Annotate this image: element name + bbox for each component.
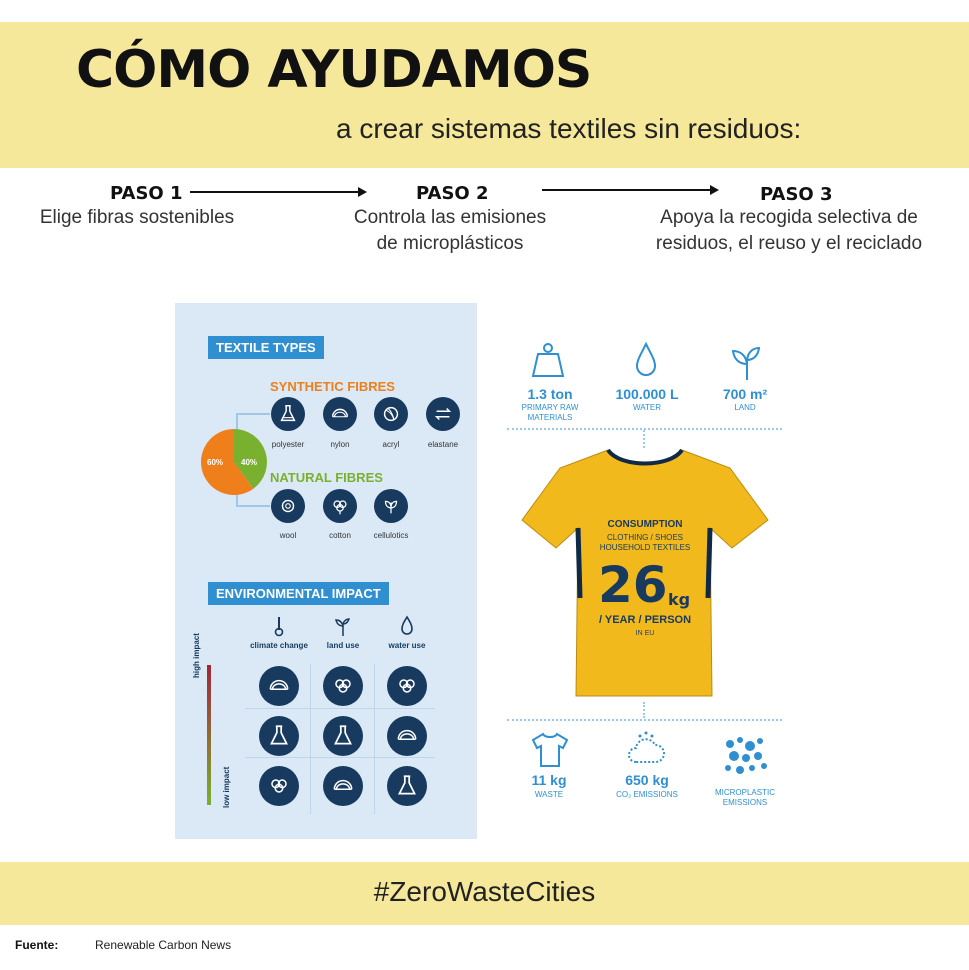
- step-3-label: PASO 3: [760, 184, 833, 205]
- flask-icon: [271, 397, 305, 431]
- yarn-icon: [374, 397, 408, 431]
- stat-raw-materials-label: MATERIALS: [527, 413, 573, 422]
- dotted-divider: [507, 719, 782, 721]
- coil-icon: [259, 666, 299, 706]
- leaves-icon: [374, 489, 408, 523]
- cotton-icon: [259, 766, 299, 806]
- source-label: Fuente:: [15, 938, 59, 952]
- coil-icon: [323, 766, 363, 806]
- cotton-icon: [387, 666, 427, 706]
- consumption-number: 26: [598, 556, 668, 614]
- stretch-arrows-icon: [426, 397, 460, 431]
- consumption-region: IN EU: [635, 630, 655, 637]
- fibre-label: elastane: [427, 440, 459, 449]
- page-title: CÓMO AYUDAMOS: [76, 40, 592, 100]
- sprout-icon: [727, 340, 767, 382]
- cotton-icon: [323, 666, 363, 706]
- step-3-text-line1: Apoya la recogida selectiva de: [660, 207, 918, 228]
- low-impact-label: low impact: [222, 766, 231, 808]
- sprout-icon: [332, 614, 354, 638]
- stat-microplastic-label: MICROPLASTIC: [714, 788, 775, 797]
- stat-co2: 650 kg: [625, 772, 669, 788]
- page-subtitle: a crear sistemas textiles sin residuos:: [336, 113, 802, 144]
- stat-raw-materials: 1.3 ton: [527, 386, 573, 402]
- step-2-label: PASO 2: [416, 183, 489, 204]
- dotted-connector: [643, 430, 645, 448]
- stat-waste: 11 kg: [531, 772, 567, 788]
- impact-gradient-bar: [207, 665, 211, 805]
- consumption-unit: kg: [668, 590, 691, 609]
- connector-line: [236, 413, 270, 415]
- weight-icon: [530, 340, 566, 382]
- step-2-text-line1: Controla las emisiones: [353, 207, 547, 228]
- fibre-label: wool: [279, 531, 297, 540]
- cloud-icon: [626, 728, 666, 770]
- flask-icon: [259, 716, 299, 756]
- thermometer-icon: [270, 614, 288, 638]
- fibre-label: nylon: [330, 440, 350, 449]
- arrow-2: [542, 189, 710, 191]
- water-drop-icon: [398, 614, 416, 638]
- high-impact-label: high impact: [192, 633, 201, 678]
- flask-icon: [387, 766, 427, 806]
- dotted-connector: [643, 702, 645, 718]
- arrow-1: [190, 191, 358, 193]
- fibre-label: cotton: [329, 531, 351, 540]
- consumption-heading: CONSUMPTION: [607, 519, 683, 530]
- fibre-label: cellulotics: [373, 531, 409, 540]
- water-drop-icon: [632, 340, 660, 382]
- stat-water: 100.000 L: [615, 386, 679, 402]
- column-water-use: water use: [388, 641, 426, 650]
- grid-line: [245, 757, 435, 758]
- source-value: Renewable Carbon News: [95, 938, 232, 952]
- arrow-2-head: [710, 185, 719, 195]
- fibre-label: polyester: [271, 440, 305, 449]
- step-2-text-line2: de microplásticos: [376, 233, 524, 254]
- column-land-use: land use: [326, 641, 360, 650]
- sheep-icon: [271, 489, 305, 523]
- grid-line: [374, 664, 375, 814]
- hashtag: #ZeroWasteCities: [373, 876, 596, 907]
- connector-line: [236, 505, 270, 507]
- grid-line: [245, 708, 435, 709]
- stat-co2-label: CO₂ EMISSIONS: [616, 790, 678, 799]
- pie-label-natural: 40%: [241, 458, 258, 467]
- column-climate-change: climate change: [250, 641, 308, 650]
- flask-icon: [323, 716, 363, 756]
- environmental-impact-heading: ENVIRONMENTAL IMPACT: [208, 582, 389, 605]
- grid-line: [310, 664, 311, 814]
- tshirt-icon: [530, 730, 570, 770]
- synthetic-fibres-heading: SYNTHETIC FIBRES: [270, 379, 395, 394]
- stat-water-label: WATER: [633, 403, 661, 412]
- stat-land: 700 m²: [722, 386, 768, 402]
- stat-microplastic-label: EMISSIONS: [722, 798, 768, 807]
- natural-fibres-heading: NATURAL FIBRES: [270, 470, 383, 485]
- arrow-1-head: [358, 187, 367, 197]
- coil-icon: [323, 397, 357, 431]
- step-1-label: PASO 1: [110, 183, 183, 204]
- step-1-text: Elige fibras sostenibles: [39, 207, 235, 228]
- cotton-icon: [323, 489, 357, 523]
- step-3-text-line2: residuos, el reuso y el reciclado: [655, 233, 923, 254]
- consumption-line1: CLOTHING / SHOES: [606, 533, 683, 542]
- fibre-label: acryl: [382, 440, 400, 449]
- stat-raw-materials-label: PRIMARY RAW: [521, 403, 579, 412]
- consumption-per: / YEAR / PERSON: [598, 614, 692, 626]
- consumption-line2: HOUSEHOLD TEXTILES: [599, 543, 691, 552]
- coil-icon: [387, 716, 427, 756]
- stat-waste-label: WASTE: [534, 790, 564, 799]
- stat-land-label: LAND: [734, 403, 756, 412]
- textile-types-heading: TEXTILE TYPES: [208, 336, 324, 359]
- microplastic-icon: [720, 732, 770, 780]
- pie-label-synthetic: 60%: [207, 458, 224, 467]
